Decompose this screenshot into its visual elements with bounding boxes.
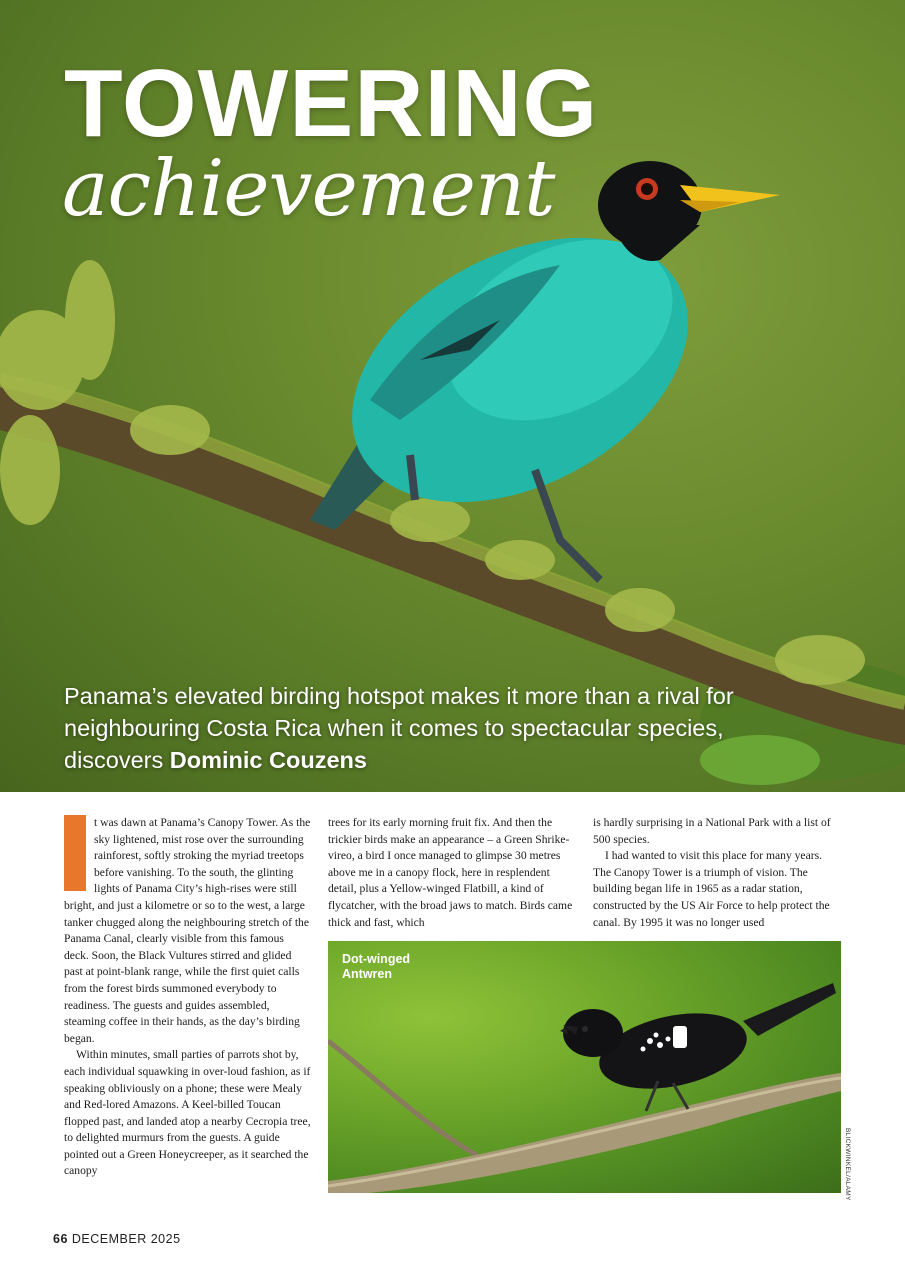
author-name: Dominic Couzens	[169, 747, 367, 773]
body-paragraph: I had wanted to visit this place for many years. The Canopy Tower is a triumph of vision. The building began life in 1965 as a radar station, constructed by the US Air Force to help protect the canal. By 1995 it was no longer used	[593, 849, 830, 929]
antwren-photo	[328, 941, 841, 1193]
body-paragraph: is hardly surprising in a National Park with a list of 500 species.	[593, 816, 831, 846]
body-column-2	[328, 815, 576, 931]
photo-credit: BLICKWINKEL/ALAMY	[844, 1128, 851, 1201]
body-paragraph: t was dawn at Panama’s Canopy Tower. As the sky lightened, mist rose over the surrounding rainforest, softly stroking the myriad treetops before vanishing. To the south, the glinting lights of Panama City’s high-rises were still bright, and just a kilometre or so to the west, a large tanker chugged along the neighbouring stretch of the Panama Canal, clearly visible from this famous deck. Soon, the Black Vultures stirred and glided past at point-blank range, while the first quiet calls from the forest birds summoned everybody to readiness. The guests and guides assembled, steaming coffee in their hands, as the day’s birding began.	[64, 816, 311, 1045]
photo-caption: Dot-winged Antwren	[342, 952, 411, 981]
body-column-1	[64, 815, 311, 1180]
issue-date: DECEMBER 2025	[71, 1232, 181, 1246]
body-paragraph: trees for its early morning fruit fix. And then the trickier birds make an appearance – a Green Shrike-vireo, a bird I once managed to glimpse 30 metres above me in a canopy flock, here in resplendent detail, plus a Yellow-winged Flatbill, a kind of flycatcher, with the broad jaws to match. Birds came thick and fast, which	[328, 816, 573, 929]
body-paragraph: Within minutes, small parties of parrots shot by, each individual squawking in over-loud fashion, as if speaking obliviously on a phone; these were Mealy and Red-lored Amazons. A Keel-billed Toucan flopped past, and landed atop a nearby Cecropia tree, to delighted murmurs from the guests. A guide pointed out a Green Honeycreeper, as it searched the canopy	[64, 1048, 311, 1178]
drop-cap-block	[64, 815, 86, 891]
standfirst	[64, 680, 824, 776]
headline-script: achievement	[62, 144, 555, 234]
standfirst-text: Panama’s elevated birding hotspot makes it more than a rival for neighbouring Costa Rica when it comes to spectacular species, discovers	[64, 683, 734, 773]
body-column-3	[593, 815, 841, 931]
page-folio	[53, 1232, 181, 1246]
page-number: 66	[53, 1232, 68, 1246]
headline-main: TOWERING	[64, 50, 599, 157]
